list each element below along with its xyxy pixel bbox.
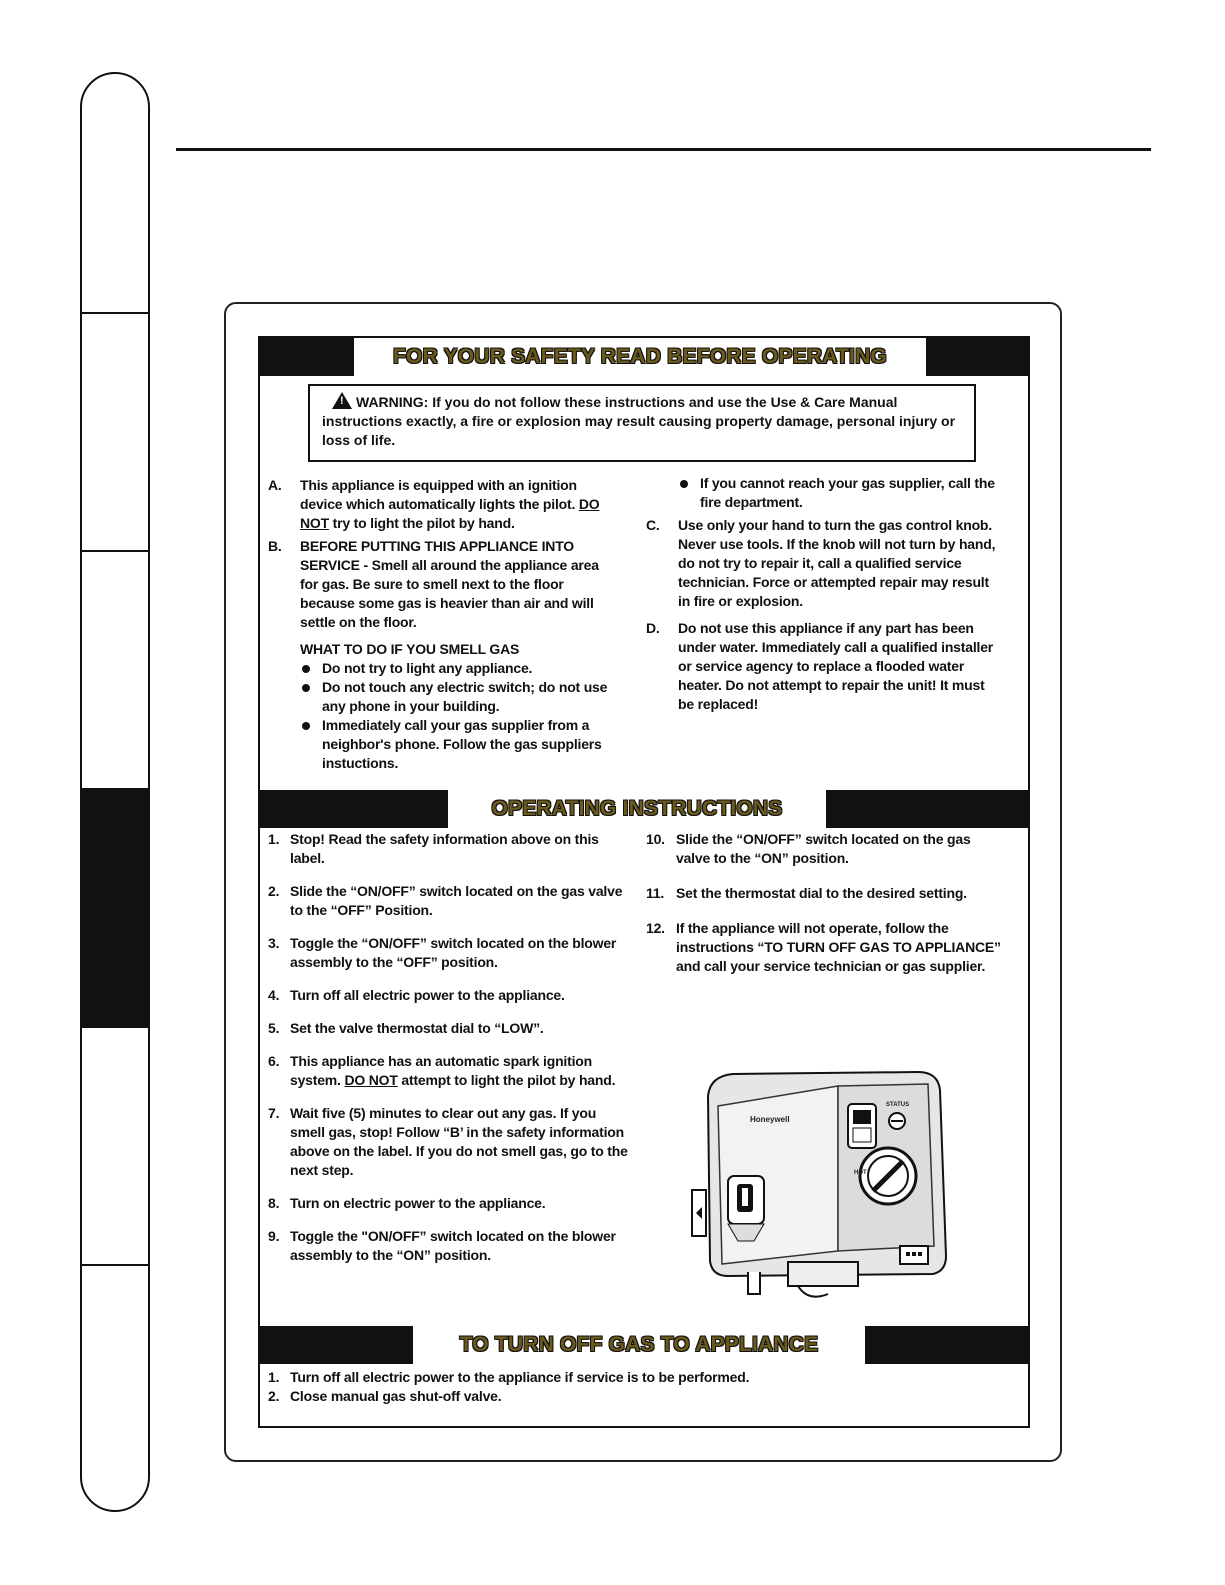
step-text: Set the valve thermostat dial to “LOW”. <box>290 1020 544 1036</box>
step-text: Wait five (5) minutes to clear out any gas. If you smell gas, stop! Follow “B’ in the safety information above on the label. If you do not smell gas, go to the next step. <box>290 1105 628 1178</box>
safety-title-bar <box>260 338 1028 376</box>
safety-item-c <box>646 516 1002 611</box>
operating-step <box>646 919 1006 976</box>
smell-gas-continued <box>646 474 1002 512</box>
turn-off-steps <box>268 1368 1008 1406</box>
safety-title: FOR YOUR SAFETY READ BEFORE OPERATING <box>354 338 926 376</box>
operating-step <box>268 934 634 972</box>
step-text: Turn on electric power to the appliance. <box>290 1195 546 1211</box>
item-letter: B. <box>268 538 282 554</box>
step-number: 3. <box>268 935 280 951</box>
operating-title: OPERATING INSTRUCTIONS <box>448 790 826 828</box>
operating-step <box>646 830 1006 868</box>
step-number: 5. <box>268 1020 280 1036</box>
step-number: 9. <box>268 1228 280 1244</box>
step-number: 1. <box>268 1369 280 1385</box>
smell-gas-bullet: Do not touch any electric switch; do not use any phone in your building. <box>300 678 616 716</box>
step-number: 2. <box>268 1388 280 1404</box>
step-number: 8. <box>268 1195 280 1211</box>
step-text: Close manual gas shut-off valve. <box>290 1388 502 1404</box>
step-text: Slide the “ON/OFF” switch located on the gas valve to the “OFF” Position. <box>290 883 623 918</box>
operating-step <box>268 882 634 920</box>
warning-text: If you do not follow these instructions and use the Use & Care Manual instructions exactly, a fire or explosion may result causing property damage, personal injury or loss of life. <box>322 394 956 448</box>
smell-gas-block <box>268 640 616 773</box>
step-number: 1. <box>268 831 280 847</box>
section-tab[interactable] <box>82 312 148 550</box>
safety-left-column <box>268 476 616 773</box>
do-not-emphasis: DO NOT <box>300 496 600 531</box>
item-text: try to light the pilot by hand. <box>332 515 515 531</box>
step-text: Toggle the “ON/OFF” switch located on the blower assembly to the “OFF” position. <box>290 935 617 970</box>
section-tab[interactable] <box>82 1026 148 1264</box>
warning-label: WARNING: <box>356 394 429 410</box>
warning-box <box>308 384 976 462</box>
turn-off-step <box>268 1368 1008 1387</box>
turn-off-title: TO TURN OFF GAS TO APPLIANCE <box>413 1326 865 1364</box>
valve-brand-text: Honeywell <box>750 1115 790 1124</box>
operating-step <box>268 1052 634 1090</box>
step-number: 6. <box>268 1053 280 1069</box>
smell-gas-bullet: Immediately call your gas supplier from a neighbor's phone. Follow the gas suppliers instuctions. <box>300 716 616 773</box>
step-text: attempt to light the pilot by hand. <box>401 1072 616 1088</box>
step-text: Set the thermostat dial to the desired setting. <box>676 885 967 901</box>
valve-hot-text: HOT <box>854 1170 867 1176</box>
item-text: Use only your hand to turn the gas control knob. Never use tools. If the knob will not turn by hand, do not try to repair it, call a qualified service technician. Force or attempted repair may result in fire or explosion. <box>678 517 996 609</box>
operating-right-column <box>646 830 1006 992</box>
operating-step <box>268 1227 634 1265</box>
step-text: If the appliance will not operate, follow the instructions “TO TURN OFF GAS TO APPLIANCE” and call your service technician or gas supplier. <box>676 920 1001 974</box>
smell-gas-bullet: If you cannot reach your gas supplier, call the fire department. <box>678 474 1002 512</box>
smell-gas-heading: WHAT TO DO IF YOU SMELL GAS <box>300 641 520 657</box>
step-text: Turn off all electric power to the appliance. <box>290 987 565 1003</box>
step-text: Turn off all electric power to the appliance if service is to be performed. <box>290 1369 750 1385</box>
safety-label <box>258 336 1030 1428</box>
turn-off-step <box>268 1387 1008 1406</box>
gas-valve-illustration <box>688 1066 958 1306</box>
step-number: 11. <box>646 885 665 901</box>
warning-triangle-icon <box>332 392 352 409</box>
item-text: BEFORE PUTTING THIS APPLIANCE INTO SERVICE - Smell all around the appliance area for gas. Be sure to smell next to the floor because some gas is heavier than air and will settle on the floor. <box>300 538 599 630</box>
step-number: 12. <box>646 920 665 936</box>
operating-step <box>646 884 1006 903</box>
step-number: 7. <box>268 1105 280 1121</box>
safety-item-d <box>646 619 1002 714</box>
safety-right-column <box>646 476 1002 718</box>
item-letter: A. <box>268 477 282 493</box>
turn-off-title-bar <box>260 1326 1028 1364</box>
operating-step <box>268 986 634 1005</box>
step-text: This appliance has an automatic spark ignition system. <box>290 1053 592 1088</box>
step-text: Slide the “ON/OFF” switch located on the gas valve to the “ON” position. <box>676 831 971 866</box>
safety-item-a <box>268 476 616 533</box>
valve-status-text: STATUS <box>886 1102 910 1108</box>
header-rule <box>176 148 1151 151</box>
item-letter: D. <box>646 620 660 636</box>
step-number: 2. <box>268 883 280 899</box>
operating-step <box>268 1104 634 1180</box>
item-text: This appliance is equipped with an ignition device which automatically lights the pilot. <box>300 477 577 512</box>
section-tab[interactable] <box>82 550 148 788</box>
item-letter: C. <box>646 517 660 533</box>
step-text: Stop! Read the safety information above on this label. <box>290 831 599 866</box>
smell-gas-bullet: Do not try to light any appliance. <box>300 659 616 678</box>
do-not-emphasis: DO NOT <box>344 1072 398 1088</box>
operating-title-bar <box>260 790 1028 828</box>
safety-item-b <box>268 537 616 632</box>
operating-step <box>268 1194 634 1213</box>
section-tab-strip <box>80 72 150 1512</box>
step-text: Toggle the "ON/OFF” switch located on the blower assembly to the “ON” position. <box>290 1228 616 1263</box>
step-number: 4. <box>268 987 280 1003</box>
operating-left-column <box>268 830 634 1279</box>
operating-step <box>268 830 634 868</box>
section-tab-active[interactable] <box>82 788 148 1026</box>
operating-step <box>268 1019 634 1038</box>
step-number: 10. <box>646 831 665 847</box>
section-tab[interactable] <box>82 1264 148 1502</box>
item-text: Do not use this appliance if any part has been under water. Immediately call a qualified installer or service agency to replace a flooded water heater. Do not attempt to repair the unit! It must be replaced! <box>678 620 994 712</box>
